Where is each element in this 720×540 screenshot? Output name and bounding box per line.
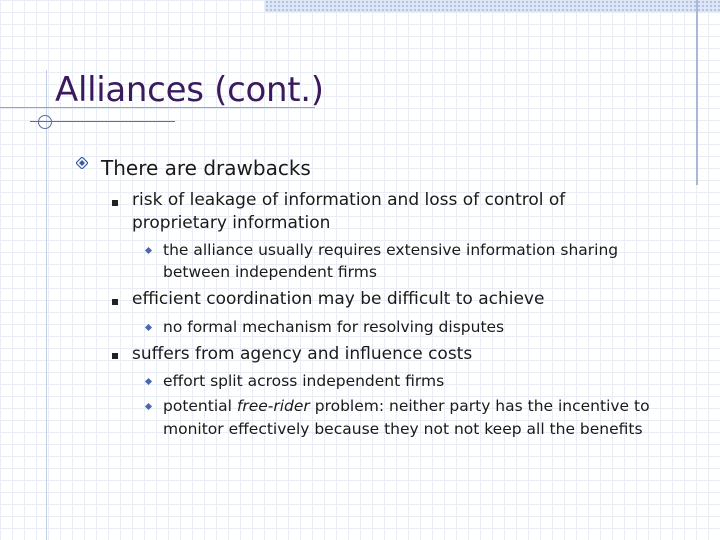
- item1-line1: risk of leakage of information and loss of control of: [132, 190, 566, 210]
- item3-text: suffers from agency and influence costs: [132, 344, 473, 364]
- item3-sub2-pre: potential: [163, 397, 237, 415]
- small-diamond-bullet-icon: [145, 378, 152, 385]
- item1-sub1-line2: between independent firms: [163, 263, 377, 281]
- item3-sub2-line2: monitor effectively because they not not keep all the benefits: [163, 420, 643, 438]
- small-diamond-bullet-icon: [145, 247, 152, 254]
- item2-text: efficient coordination may be difficult to achieve: [132, 289, 545, 309]
- square-bullet-icon: [112, 299, 118, 305]
- item3-sub2-post: problem: neither party has the incentive to: [309, 397, 650, 415]
- square-bullet-icon: [112, 353, 118, 359]
- diamond-bullet-icon: [76, 157, 88, 169]
- small-diamond-bullet-icon: [145, 324, 152, 331]
- item3-sub2-line1: [163, 397, 650, 415]
- square-bullet-icon: [112, 200, 118, 206]
- small-diamond-bullet-icon: [145, 403, 152, 410]
- item3-sub1: effort split across independent firms: [163, 372, 445, 390]
- slide-title: Alliances (cont.): [55, 70, 324, 110]
- bullet-text-drawbacks: There are drawbacks: [101, 156, 311, 180]
- item2-sub1: no formal mechanism for resolving disputes: [163, 318, 505, 336]
- item3-sub2-italic: free-rider: [236, 397, 310, 415]
- item1-line2: proprietary information: [132, 213, 331, 233]
- item1-sub1-line1: the alliance usually requires extensive information sharing: [163, 241, 619, 259]
